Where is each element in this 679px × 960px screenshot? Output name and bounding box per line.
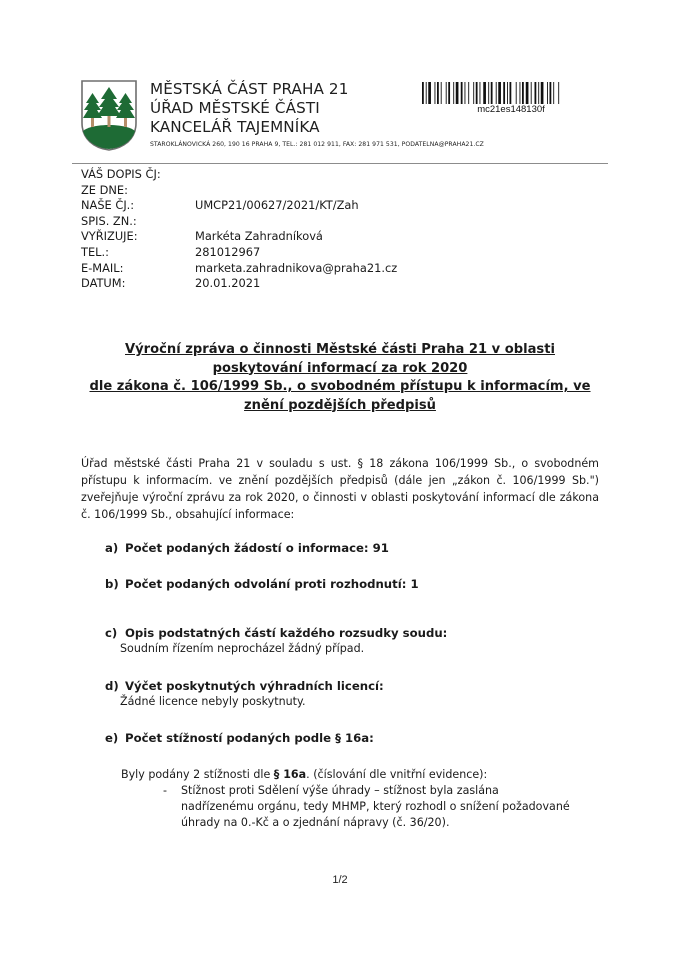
meta-value: 281012967 xyxy=(195,244,261,259)
title-line: dle zákona č. 106/1999 Sb., o svobodném přístupu k informacím, ve xyxy=(89,379,591,394)
barcode-bar xyxy=(483,82,486,104)
meta-label: TEL.: xyxy=(81,244,109,259)
meta-value: marketa.zahradnikova@praha21.cz xyxy=(195,260,398,275)
barcode-text: mc21es148130f xyxy=(477,104,545,115)
barcode-bar xyxy=(435,82,436,104)
barcode-bar xyxy=(426,82,427,104)
meta-value: Markéta Zahradníková xyxy=(195,229,323,244)
meta-row xyxy=(81,198,397,214)
item-a xyxy=(105,541,389,555)
item-heading: Počet podaných žádostí o informace: 91 xyxy=(125,541,389,555)
complaints-intro-pre: Byly podány 2 stížnosti dle xyxy=(121,768,274,781)
barcode-bar xyxy=(498,82,501,104)
item-label: e) xyxy=(105,731,119,745)
header-divider xyxy=(72,163,608,164)
item-d xyxy=(105,679,384,693)
meta-label: ZE DNE: xyxy=(81,182,128,197)
item-heading: Výčet poskytnutých výhradních licencí: xyxy=(125,679,384,693)
item-heading: Počet stížností podaných podle § 16a: xyxy=(125,731,374,745)
org-address: STAROKLÁNOVICKÁ 260, 190 16 PRAHA 9, TEL.: 281 012 911, FAX: 281 971 531, PODATELNA@PRAHA21.CZ xyxy=(150,141,484,148)
page-number: 1/2 xyxy=(332,874,348,886)
barcode-bar xyxy=(522,82,524,104)
barcode-bar xyxy=(428,82,431,104)
org-office-line: ÚŘAD MĚSTSKÉ ČÁSTI xyxy=(150,99,320,117)
barcode-bar xyxy=(510,82,512,104)
org-name-line: MĚSTSKÁ ČÁST PRAHA 21 xyxy=(150,80,349,98)
complaints-intro-bold: § 16a xyxy=(273,768,307,781)
barcode-bar xyxy=(476,82,478,104)
meta-row xyxy=(81,167,397,183)
intro-paragraph: Úřad městské části Praha 21 v souladu s ust. § 18 zákona 106/1999 Sb., o svobodném přístupu k informacím. ve znění pozdějších předpisů (dále jen „zákon č. 106/1999 Sb.") zveřejňuje výroční zprávu za rok 2020, o činnosti v oblasti poskytování informací dle zákona č. 106/1999 Sb., obsahující informace: xyxy=(81,457,599,521)
barcode-bar xyxy=(491,82,493,104)
barcode-bar xyxy=(550,82,552,104)
item-heading: Opis podstatných částí každého rozsudky soudu: xyxy=(125,626,448,640)
title-line: poskytování informací za rok 2020 xyxy=(212,360,468,376)
item-d-text: Žádné licence nebyly poskytnuty. xyxy=(120,695,306,708)
barcode-bar xyxy=(541,82,544,104)
bullet-marker: - xyxy=(163,784,168,797)
barcode-bar xyxy=(496,82,497,104)
item-c xyxy=(105,626,447,640)
meta-label: VÁŠ DOPIS ČJ: xyxy=(81,167,161,181)
meta-value: UMCP21/00627/2021/KT/Zah xyxy=(195,198,359,213)
complaints-intro-post: . (číslování dle vnitřní evidence): xyxy=(306,768,488,781)
barcode-bar xyxy=(446,82,447,104)
barcode-bar xyxy=(422,82,424,104)
barcode-bar xyxy=(526,82,529,104)
meta-label: VYŘIZUJE: xyxy=(81,229,138,244)
meta-label: SPIS. ZN.: xyxy=(81,213,137,228)
barcode-bar xyxy=(448,82,450,104)
barcode-bar xyxy=(461,82,463,104)
meta-value: 20.01.2021 xyxy=(195,276,261,291)
barcode-bar xyxy=(468,82,469,104)
item-e xyxy=(105,731,374,745)
barcode-bar xyxy=(553,82,554,104)
barcode-bar xyxy=(520,82,521,104)
item-label: c) xyxy=(105,626,118,640)
org-department-line: KANCELÁŘ TAJEMNÍKA xyxy=(150,118,320,136)
item-b xyxy=(105,577,419,591)
item-c-text: Soudním řízením neprocházel žádný případ. xyxy=(120,642,365,655)
meta-row xyxy=(81,245,397,261)
meta-label: DATUM: xyxy=(81,276,126,291)
meta-row xyxy=(81,183,397,199)
meta-row xyxy=(81,276,397,292)
barcode-bar xyxy=(558,82,559,104)
item-heading: Počet podaných odvolání proti rozhodnutí: 1 xyxy=(125,577,419,591)
barcode-bar xyxy=(488,82,489,104)
document-title xyxy=(80,341,600,415)
barcode-bar xyxy=(453,82,454,104)
coat-of-arms-logo xyxy=(80,79,138,151)
barcode-bar xyxy=(503,82,505,104)
barcode-bar xyxy=(465,82,466,104)
meta-row xyxy=(81,229,397,245)
barcode-bar xyxy=(531,82,532,104)
barcode-bar xyxy=(535,82,537,104)
item-label: d) xyxy=(105,679,119,693)
barcode-bar xyxy=(516,82,517,104)
item-label: b) xyxy=(105,577,119,591)
barcode-bar xyxy=(473,82,474,104)
barcode xyxy=(422,82,600,104)
barcode-bar xyxy=(441,82,442,104)
complaints-intro xyxy=(121,768,487,781)
meta-row xyxy=(81,261,397,277)
barcode-bar xyxy=(456,82,459,104)
barcode-bar xyxy=(480,82,481,104)
complaint-bullet: Stížnost proti Sdělení výše úhrady – stížnost byla zaslána nadřízenému orgánu, tedy MHMP, který rozhodl o snížení požadované úhrady na 0.-Kč a o zjednání nápravy (č. 36/20). xyxy=(181,784,570,829)
item-label: a) xyxy=(105,541,119,555)
meta-label: NAŠE ČJ.: xyxy=(81,198,135,213)
meta-row xyxy=(81,214,397,230)
barcode-bar xyxy=(437,82,439,104)
barcode-bar xyxy=(538,82,539,104)
title-line: Výroční zpráva o činnosti Městské části Praha 21 v oblasti xyxy=(125,342,555,357)
barcode-bar xyxy=(547,82,548,104)
reference-table xyxy=(81,167,397,292)
title-line: znění pozdějších předpisů xyxy=(244,397,436,413)
barcode-bar xyxy=(507,82,508,104)
meta-label: E-MAIL: xyxy=(81,260,124,275)
